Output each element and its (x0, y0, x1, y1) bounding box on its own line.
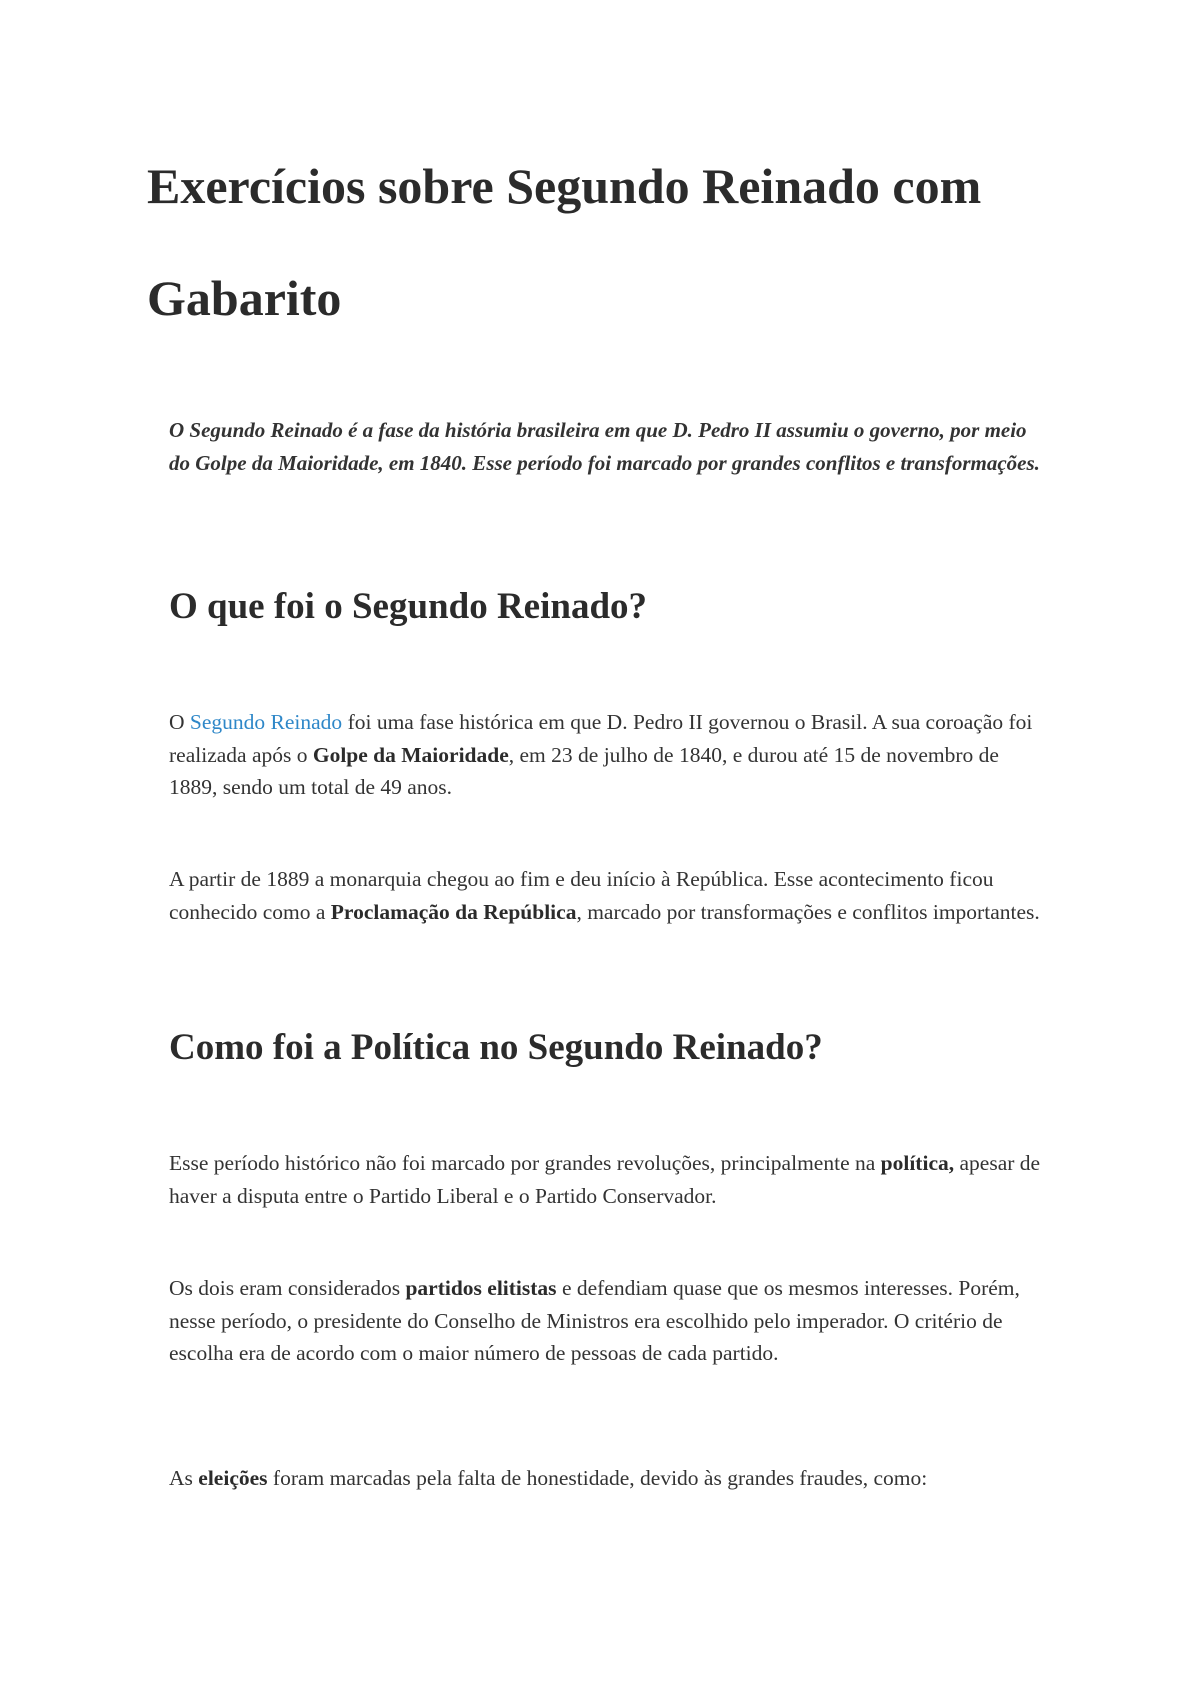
section-heading-o-que-foi: O que foi o Segundo Reinado? (169, 586, 648, 627)
bold-term-politica: política, (880, 1151, 955, 1175)
text-span: , em 23 de julho de 1840, e durou até 15 de novembro de 1889, sendo um total de 49 anos. (169, 742, 999, 799)
text-span: O (169, 710, 190, 734)
text-span: As (169, 1466, 199, 1490)
text-span: , marcado por transformações e conflitos importantes. (576, 899, 1040, 924)
text-span: Os dois eram considerados (169, 1276, 406, 1300)
bold-term-proclamacao: Proclamação da República (330, 899, 577, 924)
page-title: Exercícios sobre Segundo Reinado com Gabarito (147, 158, 982, 326)
paragraph-segundo-reinado-intro (169, 706, 1049, 804)
paragraph-proclamacao (169, 863, 1049, 928)
paragraph-politica (169, 1147, 1049, 1212)
text-span: foram marcadas pela falta de honestidade, devido às grandes fraudes, como: (267, 1466, 928, 1490)
paragraph-eleicoes (169, 1462, 1049, 1495)
text-span: apesar de haver a disputa entre o Partido Liberal e o Partido Conservador. (169, 1151, 1041, 1208)
lead-paragraph: O Segundo Reinado é a fase da história brasileira em que D. Pedro II assumiu o governo, por meio do Golpe da Maioridade, em 1840. Esse período foi marcado por grandes conflitos e transformações. (169, 418, 1040, 475)
paragraph-partidos (169, 1272, 1049, 1370)
bold-term-partidos-elitistas: partidos elitistas (405, 1276, 557, 1300)
bold-term-golpe-maioridade: Golpe da Maioridade (312, 742, 509, 767)
bold-term-eleicoes: eleições (198, 1466, 268, 1490)
text-span: A partir de 1889 a monarquia chegou ao fim e deu início à República. Esse acontecimento ficou conhecido como a (169, 867, 994, 924)
text-span: Esse período histórico não foi marcado por grandes revoluções, principalmente na (169, 1151, 881, 1175)
text-span: foi uma fase histórica em que D. Pedro II governou o Brasil. A sua coroação foi realizada após o (169, 710, 1033, 767)
segundo-reinado-link[interactable]: Segundo Reinado (189, 710, 343, 734)
text-span: e defendiam quase que os mesmos interesses. Porém, nesse período, o presidente do Conselho de Ministros era escolhido pelo imperador. O critério de escolha era de acordo com o maior número de pessoas de cada partido. (169, 1276, 1020, 1365)
section-heading-politica: Como foi a Política no Segundo Reinado? (169, 1027, 823, 1068)
